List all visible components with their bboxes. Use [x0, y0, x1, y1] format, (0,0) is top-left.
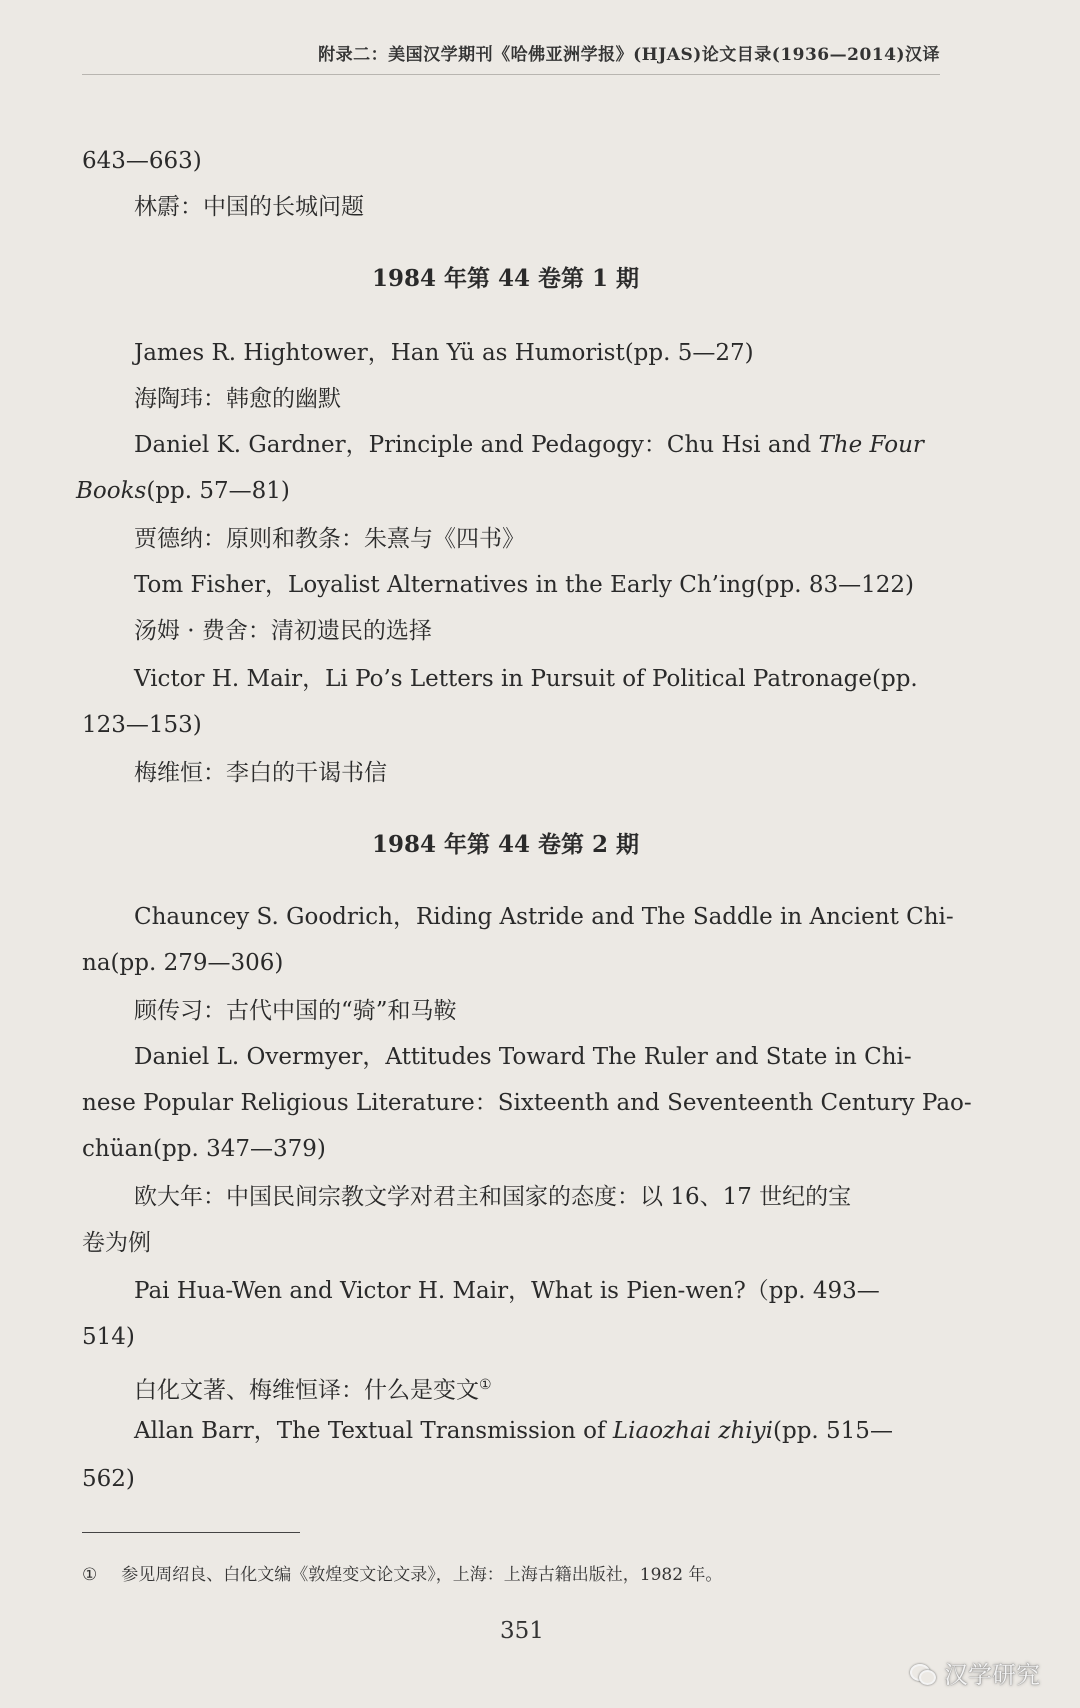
text-line: 贾德纳：原则和教条：朱熹与《四书》 [134, 526, 525, 552]
italic-title: Liaozhai zhiyi [612, 1418, 773, 1444]
text-span: (pp. 57—81) [146, 478, 290, 504]
running-header: 附录二：美国汉学期刊《哈佛亚洲学报》(HJAS)论文目录(1936—2014)汉译 [318, 45, 940, 65]
text-span: Allan Barr，The Textual Transmission of [134, 1418, 613, 1444]
footnote-ref: ① [479, 1377, 492, 1393]
watermark-text: 汉学研究 [944, 1661, 1040, 1689]
text-line: 汤姆 · 费舍：清初遗民的选择 [134, 618, 432, 644]
section-heading: 1984 年第 44 卷第 2 期 [372, 831, 640, 858]
text-line: 顾传习：古代中国的“骑”和马鞍 [134, 998, 457, 1024]
text-line: James R. Hightower，Han Yü as Humorist(pp. 5—27) [134, 340, 754, 366]
text-line: Pai Hua-Wen and Victor H. Mair，What is Pien-wen?（pp. 493— [134, 1278, 880, 1304]
watermark [910, 1655, 1040, 1690]
text-span: (pp. 515— [773, 1418, 893, 1444]
text-line: 欧大年：中国民间宗教文学对君主和国家的态度：以 16、17 世纪的宝 [134, 1184, 852, 1210]
footnote [82, 1560, 722, 1585]
text-line: Chauncey S. Goodrich，Riding Astride and The Saddle in Ancient Chi- [134, 904, 954, 930]
wechat-icon [910, 1662, 936, 1684]
text-line: 卷为例 [82, 1230, 151, 1256]
page-number: 351 [500, 1618, 544, 1644]
italic-title: Books [76, 478, 147, 504]
text-line: nese Popular Religious Literature：Sixteenth and Seventeenth Century Pao- [82, 1090, 972, 1116]
footnote-rule [82, 1532, 300, 1533]
text-line: 562) [82, 1466, 135, 1492]
text-line: 梅维恒：李白的干谒书信 [134, 760, 387, 786]
text-line: 123—153) [82, 712, 202, 738]
header-rule [82, 74, 940, 75]
footnote-mark: ① [82, 1565, 98, 1585]
text-line: Daniel L. Overmyer，Attitudes Toward The Ruler and State in Chi- [134, 1044, 912, 1070]
text-line [134, 430, 924, 460]
text-line [134, 1416, 893, 1446]
text-line: 林霨：中国的长城问题 [134, 194, 364, 220]
text-line: 海陶玮：韩愈的幽默 [134, 386, 341, 412]
text-line: 514) [82, 1324, 135, 1350]
text-span: Daniel K. Gardner，Principle and Pedagogy：Chu Hsi and [134, 432, 819, 458]
text-span: 白化文著、梅维恒译：什么是变文 [134, 1377, 479, 1404]
text-line [134, 1370, 492, 1406]
text-line: 643—663) [82, 148, 202, 174]
text-line: chüan(pp. 347—379) [82, 1136, 326, 1162]
text-line: na(pp. 279—306) [82, 950, 284, 976]
text-line: Victor H. Mair，Li Po’s Letters in Pursuit of Political Patronage(pp. [134, 666, 918, 692]
section-heading: 1984 年第 44 卷第 1 期 [372, 265, 640, 292]
text-line: Tom Fisher，Loyalist Alternatives in the Early Ch’ing(pp. 83—122) [134, 572, 915, 598]
text-line [76, 476, 290, 506]
italic-title: The Four [818, 432, 924, 458]
footnote-text: 参见周绍良、白化文编《敦煌变文论文录》，上海：上海古籍出版社，1982 年。 [121, 1565, 723, 1585]
